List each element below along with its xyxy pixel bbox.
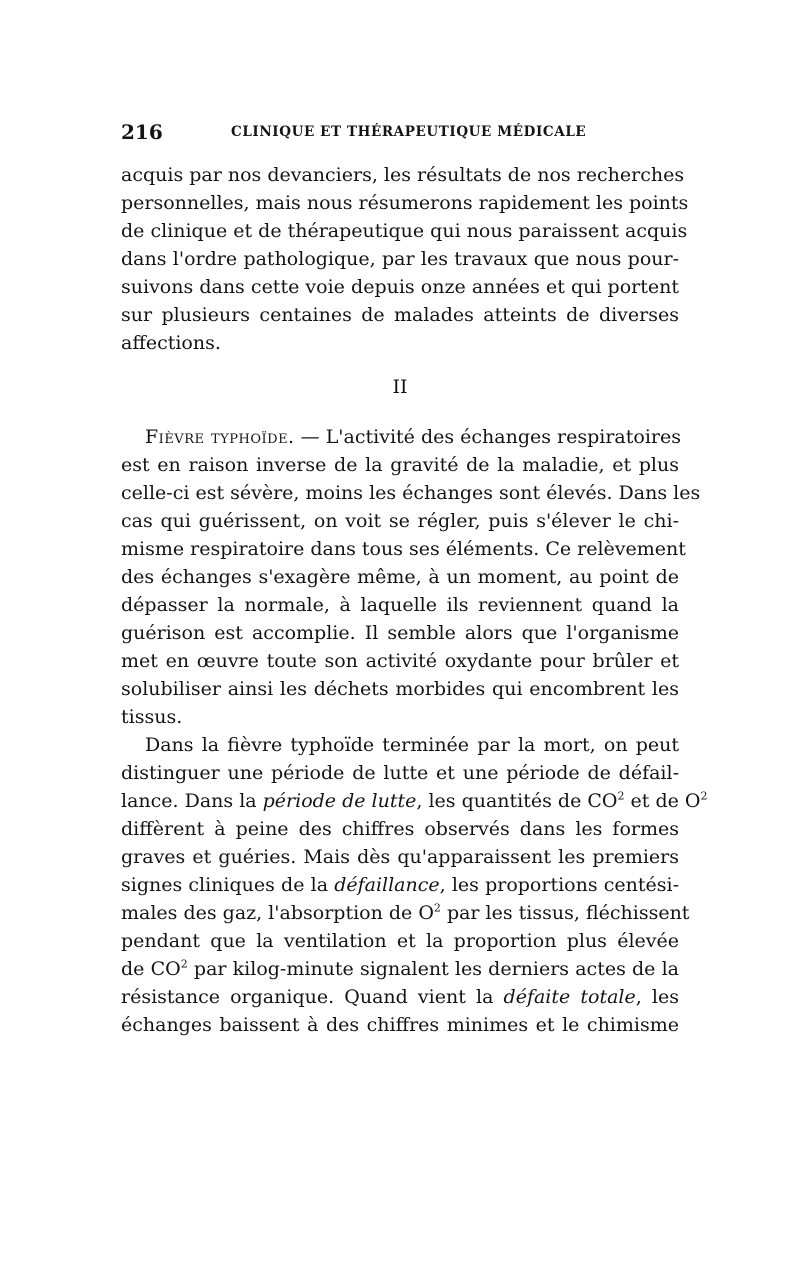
text-span: de CO — [121, 958, 181, 980]
text-span: , les proportions centési- — [439, 874, 679, 896]
text-line: personnelles, mais nous résumerons rapidement les points — [121, 192, 689, 214]
text-span: signes cliniques de la — [121, 874, 335, 896]
text-line: celle-ci est sévère, moins les échanges sont élevés. Dans les — [121, 482, 701, 504]
text-line: cas qui guérissent, on voit se régler, puis s'élever le chi- — [121, 510, 679, 532]
text-line: met en œuvre toute son activité oxydante pour brûler et — [121, 650, 679, 672]
text-line: graves et guéries. Mais dès qu'apparaissent les premiers — [121, 846, 679, 868]
italic-term: défaite totale — [503, 986, 636, 1008]
text-line: des échanges s'exagère même, à un moment, au point de — [121, 566, 679, 588]
text-line: est en raison inverse de la gravité de la maladie, et plus — [121, 454, 679, 476]
running-title: CLINIQUE ET THÉRAPEUTIQUE MÉDICALE — [231, 124, 587, 140]
text-line: misme respiratoire dans tous ses éléments. Ce relèvement — [121, 538, 686, 560]
text-line: Dans la fièvre typhoïde terminée par la mort, on peut — [145, 734, 679, 756]
text-line: distinguer une période de lutte et une période de défail- — [121, 762, 679, 784]
text-span: , les quantités de CO — [416, 790, 618, 812]
text-span: par les tissus, fléchissent — [440, 902, 690, 924]
text-span: — L'activité des échanges respiratoires — [294, 426, 681, 448]
text-line: guérison est accomplie. Il semble alors que l'organisme — [121, 622, 679, 644]
section-heading: II — [392, 376, 408, 398]
superscript: 2 — [700, 789, 708, 803]
text-line: tissus. — [121, 706, 183, 728]
text-line: solubiliser ainsi les déchets morbides qui encombrent les — [121, 678, 679, 700]
page-number: 216 — [121, 120, 163, 144]
text-line: échanges baissent à des chiffres minimes et le chimisme — [121, 1014, 679, 1036]
text-span: lance. Dans la — [121, 790, 263, 812]
superscript: 2 — [433, 901, 441, 915]
superscript: 2 — [617, 789, 625, 803]
section-run-in-title: Fièvre typhoïde. — [145, 426, 295, 448]
text-line: dépasser la normale, à laquelle ils reviennent quand la — [121, 594, 679, 616]
italic-term: défaillance — [334, 874, 440, 896]
italic-term: période de lutte — [262, 790, 417, 812]
text-line: dans l'ordre pathologique, par les travaux que nous pour- — [121, 248, 679, 270]
page-header — [121, 120, 681, 144]
text-line: affections. — [121, 332, 221, 354]
superscript: 2 — [180, 957, 188, 971]
text-span: résistance organique. Quand vient la — [121, 986, 504, 1008]
text-line: diffèrent à peine des chiffres observés dans les formes — [121, 818, 679, 840]
text-line: de clinique et de thérapeutique qui nous paraissent acquis — [121, 220, 688, 242]
text-span: et de O — [624, 790, 701, 812]
text-line: suivons dans cette voie depuis onze années et qui portent — [121, 276, 679, 298]
text-line: sur plusieurs centaines de malades atteints de diverses — [121, 304, 679, 326]
text-span: par kilog-minute signalent les derniers actes de la — [187, 958, 680, 980]
text-line: pendant que la ventilation et la proportion plus élevée — [121, 930, 679, 952]
text-line: acquis par nos devanciers, les résultats de nos recherches — [121, 164, 685, 186]
text-span: , les — [635, 986, 679, 1008]
text-span: males des gaz, l'absorption de O — [121, 902, 434, 924]
